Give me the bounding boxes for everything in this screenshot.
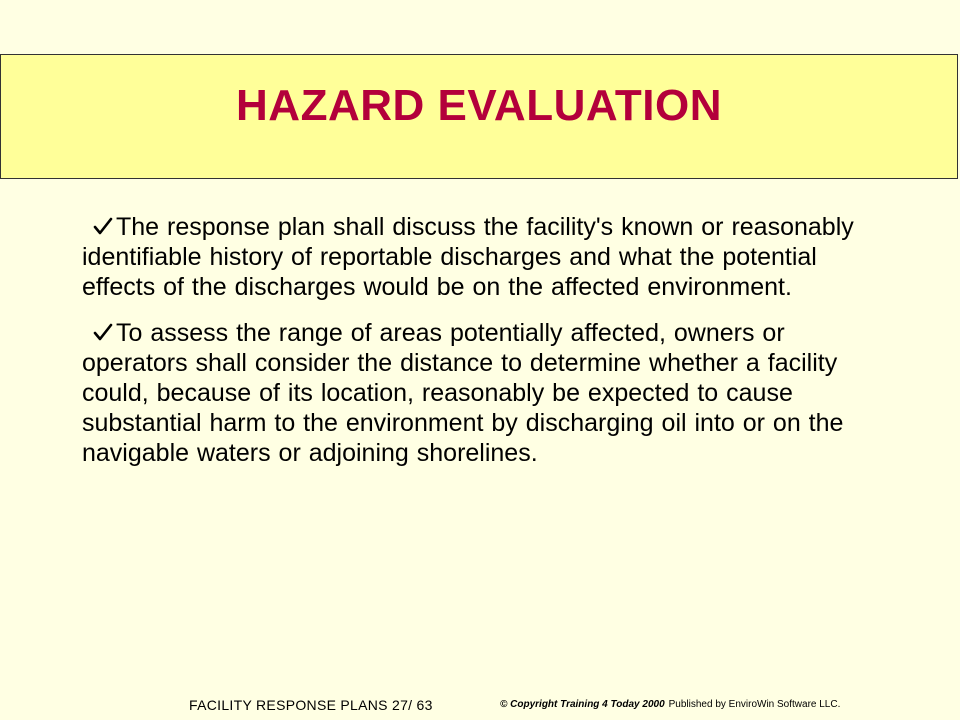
footer-copyright-line: [500, 699, 840, 711]
slide-title: HAZARD EVALUATION: [236, 81, 722, 130]
checkmark-icon: [92, 215, 114, 237]
footer-copyright: © Copyright Training 4 Today 2000: [500, 699, 665, 710]
footer-publisher: Published by EnviroWin Software LLC.: [668, 699, 841, 710]
bullet-item: [82, 212, 872, 302]
footer-page-label: FACILITY RESPONSE PLANS 27/ 63: [189, 697, 433, 713]
title-box: [0, 54, 958, 179]
bullet-item: [82, 318, 872, 468]
bullet-text: To assess the range of areas potentially affected, owners or operators shall consider the distance to determine whether a facility could, because of its location, reasonably be expected to cause substantial harm to the environment by discharging oil into or on the navigable waters or adjoining shorelines.: [82, 319, 844, 467]
checkmark-icon: [92, 321, 114, 343]
bullet-text: The response plan shall discuss the facility's known or reasonably identifiable history of reportable discharges and what the potential effects of the discharges would be on the affected environment.: [82, 213, 854, 301]
bullet-list: [82, 212, 872, 484]
